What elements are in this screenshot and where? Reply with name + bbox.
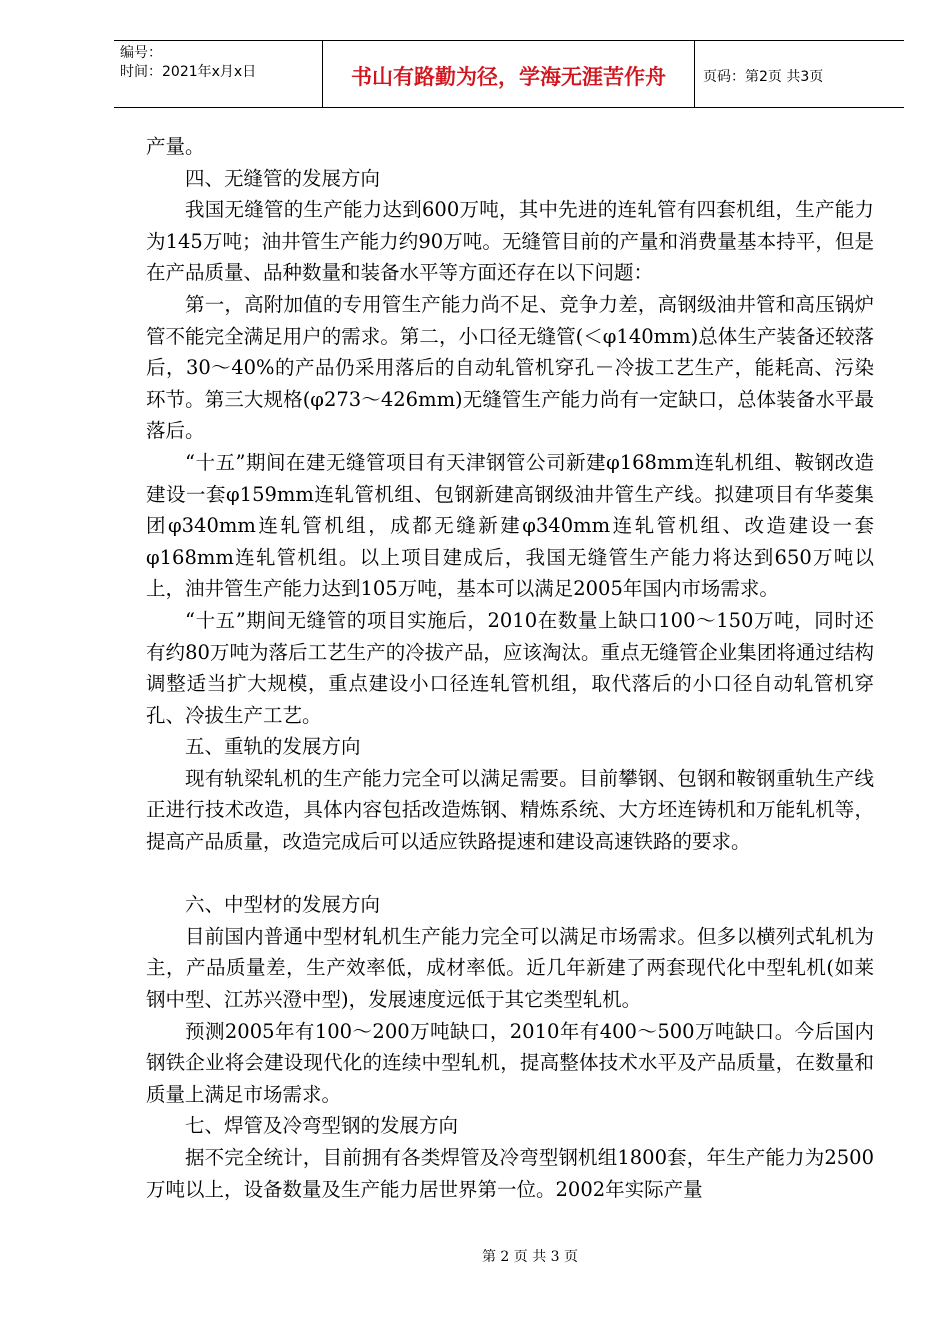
time-label: 时间：2021年x月x日 bbox=[120, 64, 257, 80]
paragraph: 预测2005年有100～200万吨缺口，2010年有400～500万吨缺口。今后国内钢铁企业将会建设现代化的连续中型轧机，提高整体技术水平及产品质量，在数量和质量上满足市场需求。 bbox=[146, 1019, 874, 1106]
page-header bbox=[114, 40, 904, 108]
paragraph: 我国无缝管的生产能力达到600万吨，其中先进的连轧管有四套机组，生产能力为145万吨；油井管生产能力约90万吨。无缝管目前的产量和消费量基本持平，但是在产品质量、品种数量和装备水平等方面还存在以下问题： bbox=[146, 198, 874, 285]
section-heading: 四、无缝管的发展方向 bbox=[185, 166, 381, 190]
paragraph: 产量。 bbox=[146, 135, 205, 158]
paragraph: 现有轨梁轧机的生产能力完全可以满足需要。目前攀钢、包钢和鞍钢重轨生产线正进行技术改造，具体内容包括改造炼钢、精炼系统、大方坯连铸机和万能轧机等，提高产品质量，改造完成后可以适应铁路提速和建设高速铁路的要求。 bbox=[146, 766, 874, 854]
section-heading: 六、中型材的发展方向 bbox=[185, 893, 381, 917]
section-heading: 五、重轨的发展方向 bbox=[185, 735, 361, 759]
header-motto: 书山有路勤为径，学海无涯苦作舟 bbox=[323, 41, 695, 107]
page-footer: 第 2 页 共 3 页 bbox=[481, 1249, 579, 1265]
section-heading: 七、焊管及冷弯型钢的发展方向 bbox=[185, 1114, 459, 1138]
paragraph: 第一，高附加值的专用管生产能力尚不足、竞争力差，高钢级油井管和高压锅炉管不能完全满足用户的需求。第二，小口径无缝管(＜φ140mm)总体生产装备还较落后，30～40%的产品仍采用落后的自动轧管机穿孔－冷拔工艺生产，能耗高、污染环节。第三大规格(φ273～426mm)无缝管生产能力尚有一定缺口，总体装备水平最落后。 bbox=[146, 292, 874, 443]
header-page-info: 页码：第2页 共3页 bbox=[703, 69, 824, 85]
header-meta bbox=[114, 41, 323, 107]
document-body bbox=[146, 131, 874, 1205]
paragraph: “十五”期间在建无缝管项目有天津钢管公司新建φ168mm连轧机组、鞍钢改造建设一套φ159mm连轧管机组、包钢新建高钢级油井管生产线。拟建项目有华菱集团φ340mm连轧管机组，成都无缝新建φ340mm连轧管机组、改造建设一套φ168mm连轧管机组。以上项目建成后，我国无缝管生产能力将达到650万吨以上，油井管生产能力达到105万吨，基本可以满足2005年国内市场需求。 bbox=[146, 450, 874, 601]
serial-label: 编号： bbox=[120, 45, 162, 61]
paragraph: 据不完全统计，目前拥有各类焊管及冷弯型钢机组1800套，年生产能力为2500万吨以上，设备数量及生产能力居世界第一位。2002年实际产量 bbox=[146, 1146, 874, 1201]
paragraph: “十五”期间无缝管的项目实施后，2010在数量上缺口100～150万吨，同时还有约80万吨为落后工艺生产的冷拔产品，应该淘汰。重点无缝管企业集团将通过结构调整适当扩大规模，重点建设小口径连轧管机组，取代落后的小口径自动轧管机穿孔、冷拔生产工艺。 bbox=[146, 608, 874, 727]
paragraph: 目前国内普通中型材轧机生产能力完全可以满足市场需求。但多以横列式轧机为主，产品质量差，生产效率低，成材率低。近几年新建了两套现代化中型轧机(如莱钢中型、江苏兴澄中型)，发展速度远低于其它类型轧机。 bbox=[146, 924, 874, 1012]
